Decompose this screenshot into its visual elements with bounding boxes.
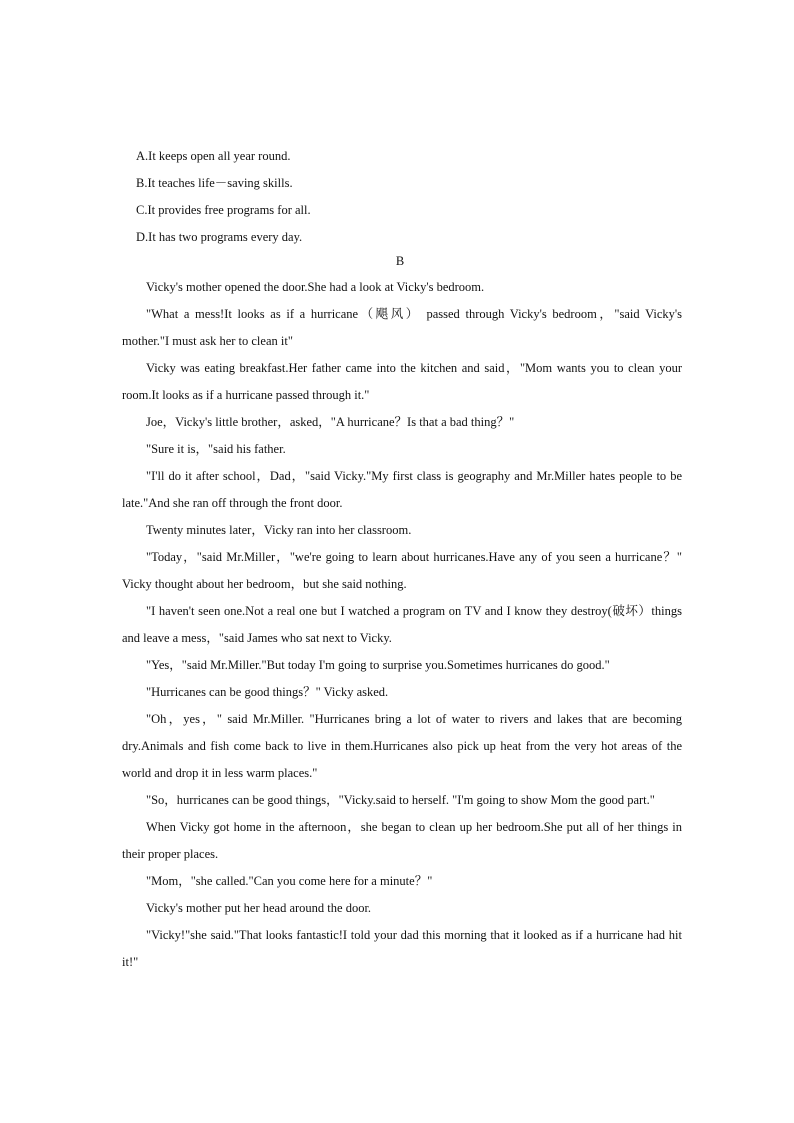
paragraph: Vicky was eating breakfast.Her father came into the kitchen and said，"Mom wants you to clean your room.It looks as if a hurricane passed through it." [122, 361, 682, 402]
paragraph: "Vicky!"she said."That looks fantastic!I told your dad this morning that it looked as if a hurricane had hit it!" [122, 928, 682, 969]
paragraph: "What a mess!It looks as if a hurricane（飓风） passed through Vicky's bedroom，"said Vicky's mother."I must ask her to clean it" [122, 307, 682, 348]
paragraph: When Vicky got home in the afternoon，she began to clean up her bedroom.She put all of her things in their proper places. [122, 820, 682, 861]
reading-passage [122, 274, 682, 976]
option-c: C.It provides free programs for all. [136, 203, 311, 217]
answer-options [136, 143, 696, 251]
paragraph: "So，hurricanes can be good things，"Vicky.said to herself. "I'm going to show Mom the good part." [146, 793, 655, 807]
paragraph: Joe，Vicky's little brother，asked，"A hurricane？Is that a bad thing？" [146, 415, 515, 429]
paragraph: "Hurricanes can be good things？" Vicky asked. [146, 685, 389, 699]
paragraph: "Mom，"she called."Can you come here for a minute？" [146, 874, 433, 888]
paragraph: Twenty minutes later，Vicky ran into her classroom. [146, 523, 412, 537]
paragraph: "Sure it is，"said his father. [146, 442, 286, 456]
paragraph: "Yes，"said Mr.Miller."But today I'm going to surprise you.Sometimes hurricanes do good." [146, 658, 610, 672]
section-heading: B [395, 254, 405, 268]
option-a: A.It keeps open all year round. [136, 149, 291, 163]
option-d: D.It has two programs every day. [136, 230, 303, 244]
paragraph: "Today，"said Mr.Miller，"we're going to learn about hurricanes.Have any of you seen a hurricane？" Vicky thought about her bedroom，but she said nothing. [122, 550, 682, 591]
paragraph: Vicky's mother opened the door.She had a look at Vicky's bedroom. [146, 280, 485, 294]
paragraph: "I'll do it after school，Dad，"said Vicky."My first class is geography and Mr.Miller hates people to be late."And she ran off through the front door. [122, 469, 682, 510]
option-b: B.It teaches life－saving skills. [136, 176, 293, 190]
paragraph: "Oh，yes，" said Mr.Miller. "Hurricanes bring a lot of water to rivers and lakes that are becoming dry.Animals and fish come back to live in them.Hurricanes also pick up heat from the very hot areas of the world and drop it in less warm places." [122, 712, 682, 780]
paragraph: Vicky's mother put her head around the door. [146, 901, 372, 915]
paragraph: "I haven't seen one.Not a real one but I watched a program on TV and I know they destroy(破坏）things and leave a mess，"said James who sat next to Vicky. [122, 604, 682, 645]
